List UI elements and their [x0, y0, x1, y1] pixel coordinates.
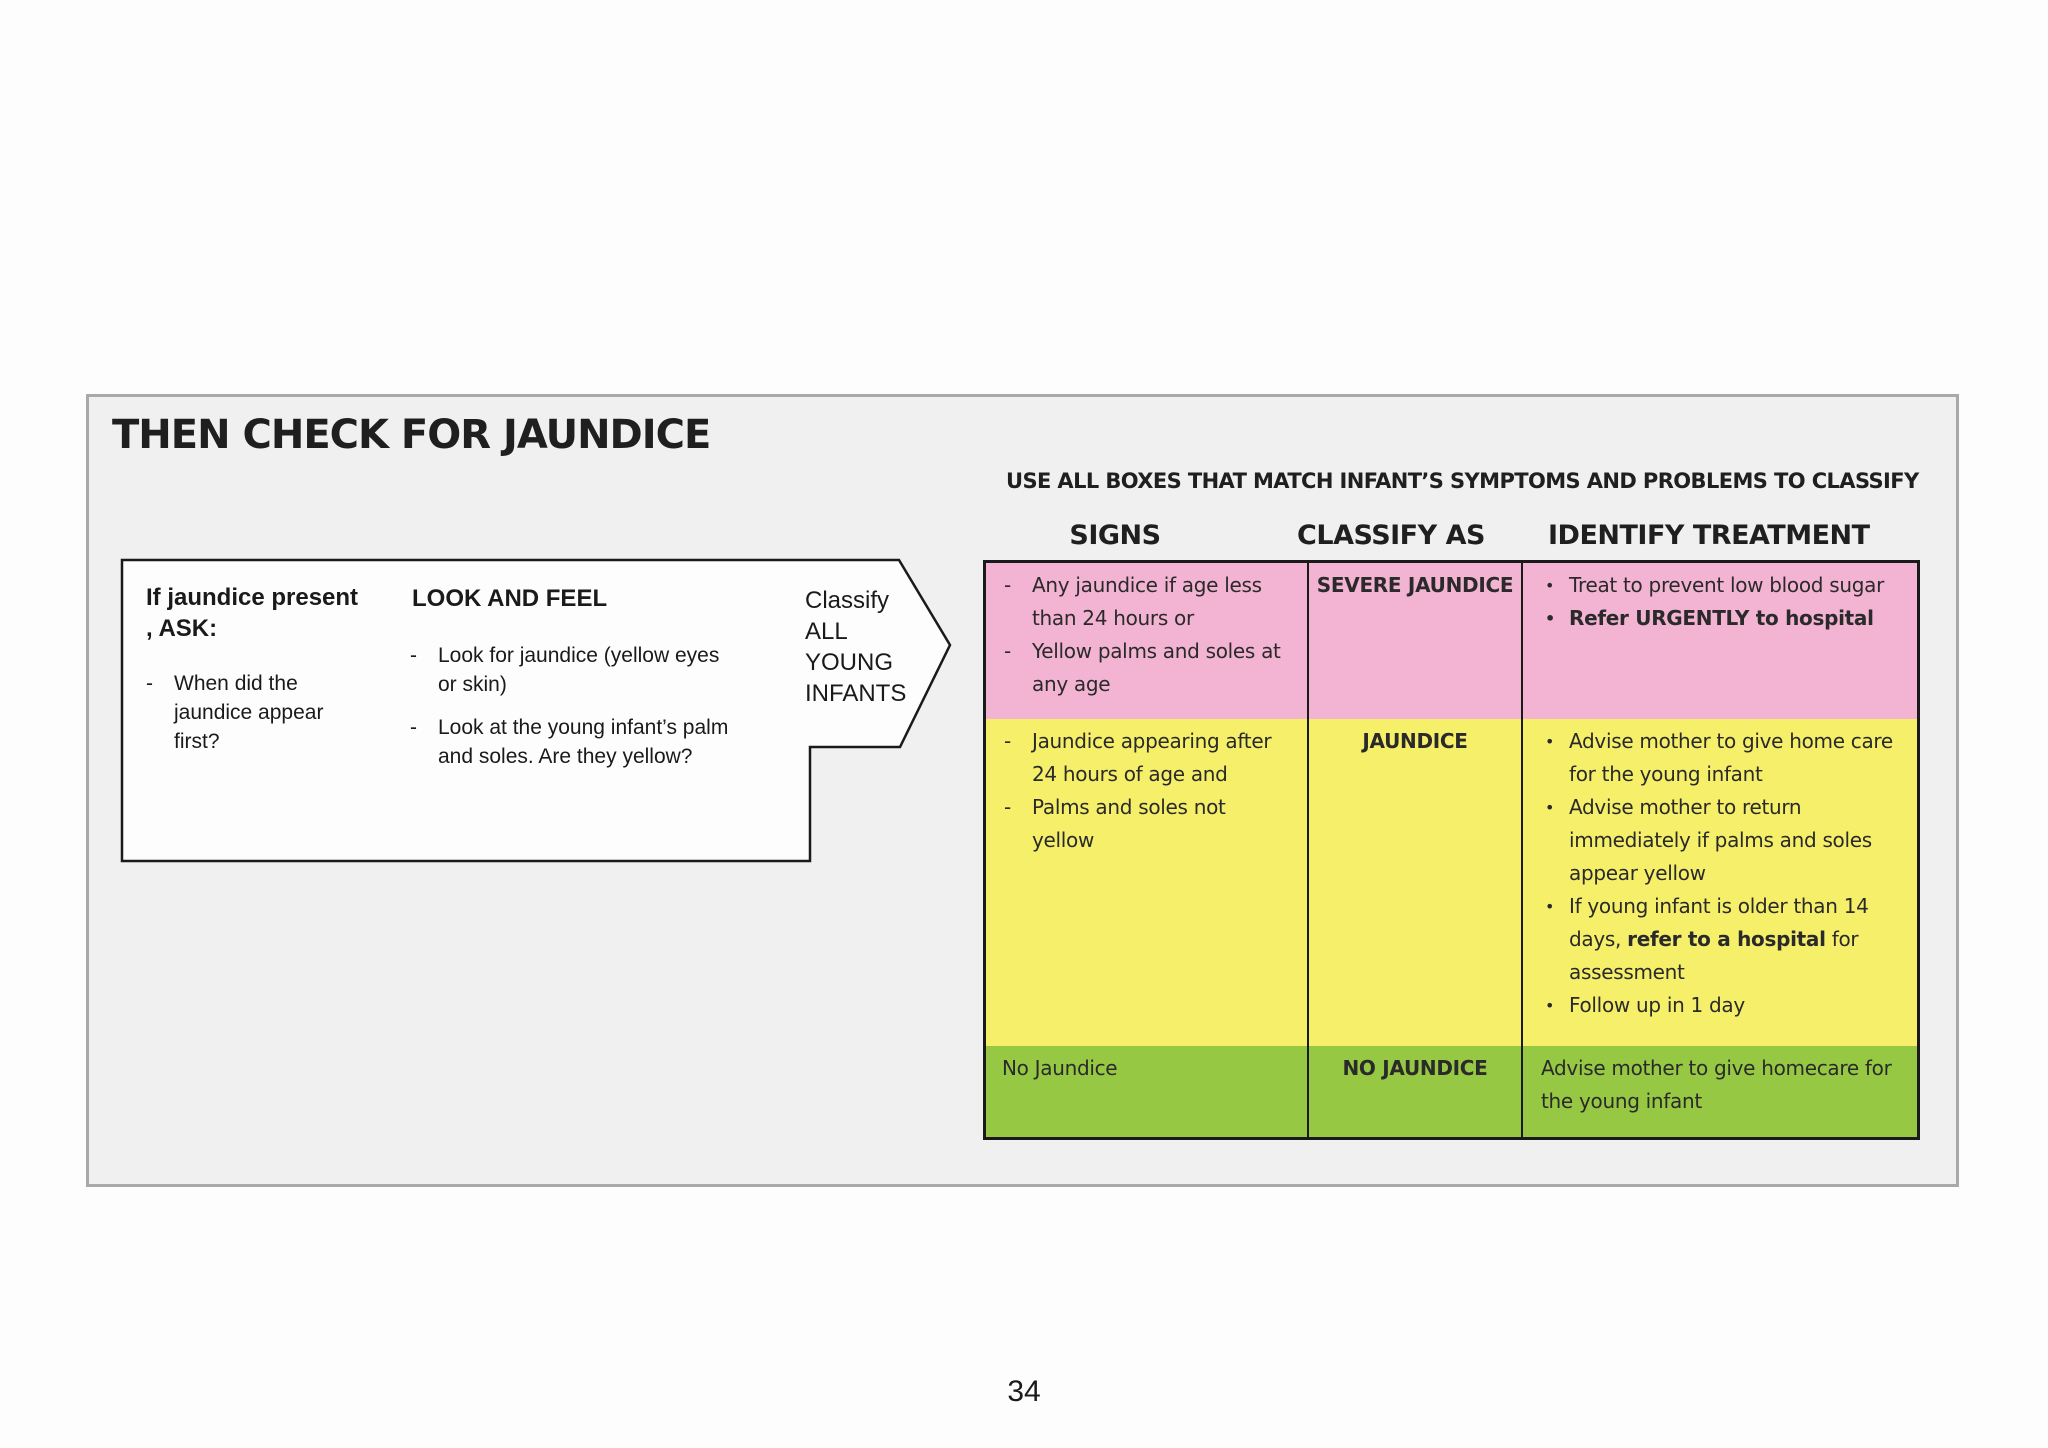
classify-note: Classify ALL YOUNG INFANTS [805, 587, 907, 707]
treatment-text: for assessment [1569, 927, 1859, 984]
sign-item: No Jaundice [1002, 1056, 1118, 1080]
look-item: - Look at the young infant’s palm and soles. Are they yellow? [410, 713, 740, 771]
treatment-item: • Follow up in 1 day [1541, 989, 1903, 1022]
ask-item: - When did the jaundice appear first? [146, 669, 346, 756]
treatment-item: • Advise mother to return immediately if palms and soles appear yellow [1541, 791, 1903, 890]
treatment-item: • Treat to prevent low blood sugar [1541, 569, 1903, 602]
treatment-cell-severe [1523, 563, 1917, 719]
classify-instruction: USE ALL BOXES THAT MATCH INFANT’S SYMPTOMS AND PROBLEMS TO CLASSIFY [1006, 469, 1919, 493]
treatment-text: If young infant is older than 14 days, [1569, 894, 1869, 951]
refer-hospital-text: refer to a hospital [1627, 927, 1826, 951]
look-item: - Look for jaundice (yellow eyes or skin) [410, 641, 740, 699]
look-heading: LOOK AND FEEL [412, 585, 608, 612]
classification-no-jaundice: NO JAUNDICE [1309, 1046, 1523, 1137]
classification-severe-jaundice: SEVERE JAUNDICE [1309, 563, 1523, 719]
sign-item: - Palms and soles not yellow [1004, 791, 1293, 857]
treatment-cell-jaundice [1523, 719, 1917, 1046]
treatment-header: IDENTIFY TREATMENT [1548, 520, 1870, 551]
classify-header: CLASSIFY AS [1297, 520, 1485, 551]
sign-item: - Any jaundice if age less than 24 hours or [1004, 569, 1293, 635]
ask-heading: If jaundice present , ASK: [146, 584, 359, 642]
treatment-item: • Refer URGENTLY to hospital [1541, 602, 1903, 635]
look-list [410, 641, 740, 785]
page-number: 34 [1007, 1375, 1041, 1408]
sign-item: - Yellow palms and soles at any age [1004, 635, 1293, 701]
signs-cell-jaundice [986, 719, 1309, 1046]
signs-cell-severe [986, 563, 1309, 719]
treatment-item: Advise mother to give homecare for the young infant [1541, 1056, 1892, 1113]
page-title: THEN CHECK FOR JAUNDICE [112, 412, 711, 458]
treatment-item: • Advise mother to give home care for the young infant [1541, 725, 1903, 791]
ask-list [146, 669, 346, 770]
signs-header: SIGNS [1069, 520, 1161, 551]
signs-cell-no-jaundice [986, 1046, 1309, 1137]
sign-item: - Jaundice appearing after 24 hours of age and [1004, 725, 1293, 791]
treatment-cell-no-jaundice [1523, 1046, 1917, 1137]
classification-table [983, 560, 1920, 1140]
treatment-item [1541, 890, 1903, 989]
classification-jaundice: JAUNDICE [1309, 719, 1523, 1046]
